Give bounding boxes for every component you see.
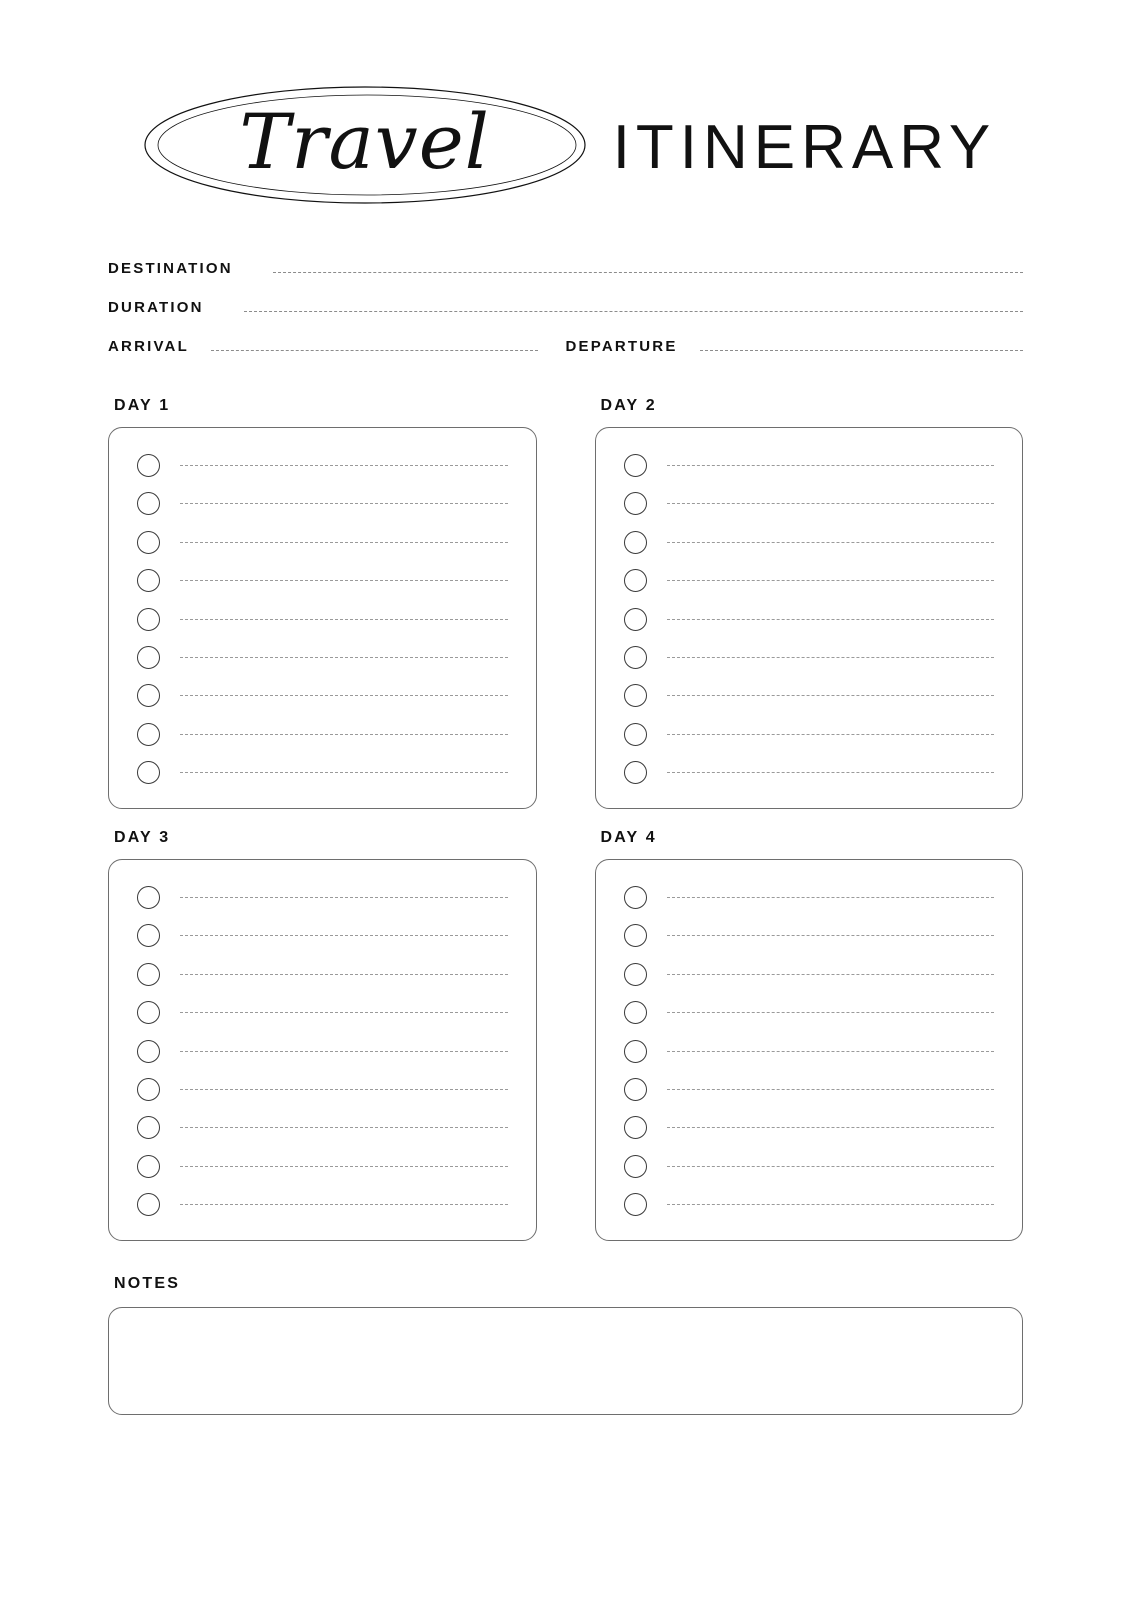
list-item-input[interactable] (667, 897, 995, 898)
checkbox-circle-icon[interactable] (137, 1193, 160, 1216)
list-item[interactable] (137, 1193, 508, 1216)
list-item[interactable] (624, 723, 995, 746)
script-title-wrap (135, 65, 595, 225)
checkbox-circle-icon[interactable] (624, 646, 647, 669)
day-box-2 (595, 427, 1024, 809)
field-arrival-departure-row (108, 338, 1023, 355)
field-departure (566, 338, 1024, 355)
checkbox-circle-icon[interactable] (624, 761, 647, 784)
list-item-input[interactable] (180, 619, 508, 620)
checkbox-circle-icon[interactable] (624, 1040, 647, 1063)
checkbox-circle-icon[interactable] (624, 569, 647, 592)
list-item-input[interactable] (667, 772, 995, 773)
checkbox-circle-icon[interactable] (137, 684, 160, 707)
list-item-input[interactable] (180, 657, 508, 658)
list-item[interactable] (137, 723, 508, 746)
checkbox-circle-icon[interactable] (137, 646, 160, 669)
day-block-2 (595, 385, 1024, 809)
checkbox-circle-icon[interactable] (624, 1155, 647, 1178)
list-item-input[interactable] (667, 1127, 995, 1128)
day-label-3: DAY 3 (114, 829, 171, 846)
departure-input[interactable] (700, 350, 1023, 351)
list-item-input[interactable] (667, 619, 995, 620)
notes-input[interactable] (108, 1307, 1023, 1415)
checkbox-circle-icon[interactable] (137, 1040, 160, 1063)
list-item[interactable] (137, 963, 508, 986)
list-item[interactable] (624, 646, 995, 669)
list-item-input[interactable] (667, 1012, 995, 1013)
list-item[interactable] (137, 569, 508, 592)
list-item-input[interactable] (667, 657, 995, 658)
checkbox-circle-icon[interactable] (624, 1116, 647, 1139)
list-item-input[interactable] (667, 1204, 995, 1205)
checkbox-circle-icon[interactable] (624, 886, 647, 909)
list-item[interactable] (624, 761, 995, 784)
day-box-3 (108, 859, 537, 1241)
list-item-input[interactable] (180, 1012, 508, 1013)
list-item[interactable] (137, 1116, 508, 1139)
list-item-input[interactable] (180, 897, 508, 898)
info-fields (108, 250, 1023, 355)
checkbox-circle-icon[interactable] (137, 492, 160, 515)
checkbox-circle-icon[interactable] (624, 1078, 647, 1101)
list-item[interactable] (137, 608, 508, 631)
list-item[interactable] (137, 684, 508, 707)
checkbox-circle-icon[interactable] (137, 924, 160, 947)
list-item-input[interactable] (667, 542, 995, 543)
field-label-destination: DESTINATION (108, 260, 233, 277)
list-item[interactable] (137, 1078, 508, 1101)
checkbox-circle-icon[interactable] (624, 963, 647, 986)
list-item-input[interactable] (667, 1051, 995, 1052)
field-arrival (108, 338, 566, 355)
list-item[interactable] (137, 1040, 508, 1063)
checkbox-circle-icon[interactable] (137, 454, 160, 477)
list-item-input[interactable] (180, 1166, 508, 1167)
destination-input[interactable] (273, 272, 1023, 273)
notes-label: NOTES (114, 1275, 181, 1292)
checkbox-circle-icon[interactable] (624, 492, 647, 515)
list-item-input[interactable] (180, 1089, 508, 1090)
list-item-input[interactable] (667, 935, 995, 936)
list-item[interactable] (137, 1001, 508, 1024)
list-item[interactable] (137, 761, 508, 784)
list-item[interactable] (137, 492, 508, 515)
list-item[interactable] (624, 963, 995, 986)
list-item[interactable] (624, 1040, 995, 1063)
list-item-input[interactable] (180, 974, 508, 975)
checkbox-circle-icon[interactable] (137, 1001, 160, 1024)
notes-section (108, 1275, 1023, 1415)
list-item-input[interactable] (180, 734, 508, 735)
list-item[interactable] (624, 569, 995, 592)
title-wrap (135, 65, 997, 225)
list-item[interactable] (624, 684, 995, 707)
checkbox-circle-icon[interactable] (137, 531, 160, 554)
list-item-input[interactable] (667, 580, 995, 581)
list-item[interactable] (624, 492, 995, 515)
checkbox-circle-icon[interactable] (137, 1116, 160, 1139)
list-item[interactable] (624, 886, 995, 909)
checkbox-circle-icon[interactable] (624, 608, 647, 631)
day-label-4: DAY 4 (600, 829, 657, 846)
field-label-arrival: ARRIVAL (108, 338, 189, 355)
day-box-4 (595, 859, 1024, 1241)
list-item[interactable] (137, 646, 508, 669)
list-item-input[interactable] (180, 772, 508, 773)
list-item[interactable] (624, 1155, 995, 1178)
list-item-input[interactable] (180, 1051, 508, 1052)
field-label-departure: DEPARTURE (565, 338, 678, 355)
list-item-input[interactable] (180, 695, 508, 696)
list-item[interactable] (624, 924, 995, 947)
field-destination (108, 260, 1023, 277)
list-item-input[interactable] (667, 695, 995, 696)
day-grid (108, 385, 1023, 1241)
page-title-script: Travel (239, 96, 490, 186)
list-item[interactable] (624, 454, 995, 477)
checkbox-circle-icon[interactable] (624, 454, 647, 477)
list-item-input[interactable] (667, 1089, 995, 1090)
list-item[interactable] (624, 1193, 995, 1216)
day-box-1 (108, 427, 537, 809)
page-title-block: ITINERARY (612, 112, 997, 182)
list-item[interactable] (624, 1078, 995, 1101)
checkbox-circle-icon[interactable] (137, 608, 160, 631)
list-item[interactable] (624, 531, 995, 554)
field-label-duration: DURATION (108, 299, 204, 316)
day-block-3 (108, 817, 537, 1241)
checkbox-circle-icon[interactable] (137, 723, 160, 746)
list-item-input[interactable] (180, 1204, 508, 1205)
day-block-4 (595, 817, 1024, 1241)
checkbox-circle-icon[interactable] (624, 1193, 647, 1216)
list-item-input[interactable] (667, 1166, 995, 1167)
list-item-input[interactable] (180, 1127, 508, 1128)
list-item[interactable] (137, 454, 508, 477)
day-block-1 (108, 385, 537, 809)
checkbox-circle-icon[interactable] (624, 1001, 647, 1024)
list-item-input[interactable] (180, 542, 508, 543)
arrival-input[interactable] (211, 350, 538, 351)
list-item-input[interactable] (180, 580, 508, 581)
list-item-input[interactable] (180, 465, 508, 466)
checkbox-circle-icon[interactable] (624, 924, 647, 947)
checkbox-circle-icon[interactable] (137, 1155, 160, 1178)
checkbox-circle-icon[interactable] (624, 684, 647, 707)
list-item[interactable] (624, 608, 995, 631)
checkbox-circle-icon[interactable] (137, 963, 160, 986)
list-item-input[interactable] (667, 503, 995, 504)
page-header (0, 0, 1131, 250)
list-item[interactable] (137, 886, 508, 909)
checkbox-circle-icon[interactable] (137, 1078, 160, 1101)
checkbox-circle-icon[interactable] (624, 531, 647, 554)
list-item-input[interactable] (667, 974, 995, 975)
duration-input[interactable] (244, 311, 1023, 312)
list-item[interactable] (624, 1001, 995, 1024)
list-item[interactable] (624, 1116, 995, 1139)
checkbox-circle-icon[interactable] (137, 761, 160, 784)
checkbox-circle-icon[interactable] (624, 723, 647, 746)
list-item[interactable] (137, 531, 508, 554)
day-label-2: DAY 2 (600, 397, 657, 414)
list-item-input[interactable] (667, 734, 995, 735)
field-duration (108, 299, 1023, 316)
checkbox-circle-icon[interactable] (137, 886, 160, 909)
list-item[interactable] (137, 1155, 508, 1178)
day-label-1: DAY 1 (114, 397, 171, 414)
list-item-input[interactable] (180, 503, 508, 504)
checkbox-circle-icon[interactable] (137, 569, 160, 592)
list-item-input[interactable] (180, 935, 508, 936)
list-item-input[interactable] (667, 465, 995, 466)
list-item[interactable] (137, 924, 508, 947)
